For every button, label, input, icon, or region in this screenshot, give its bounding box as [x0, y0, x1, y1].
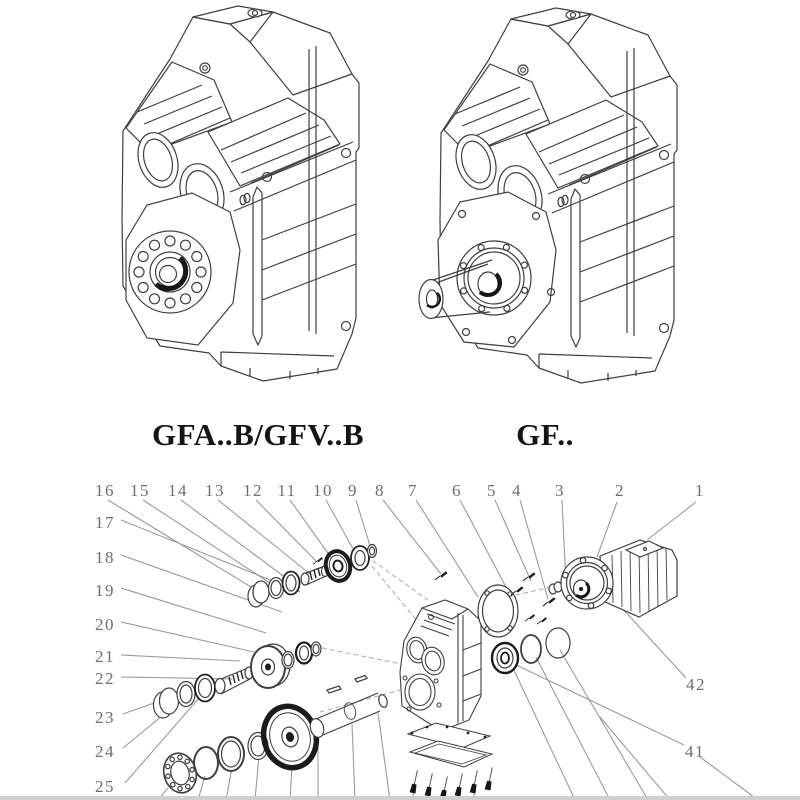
callout-4: 4	[512, 481, 522, 500]
callout-1: 1	[695, 481, 705, 500]
callout-18: 18	[95, 548, 115, 567]
callout-23: 23	[95, 708, 115, 727]
motor	[561, 540, 677, 617]
callout-6: 6	[452, 481, 462, 500]
callout-3: 3	[555, 481, 565, 500]
flange-gasket	[478, 585, 518, 637]
output-shaft	[316, 693, 380, 737]
callout-17: 17	[95, 513, 115, 532]
callout-15: 15	[130, 481, 150, 500]
callout-25: 25	[95, 777, 115, 796]
callout-20: 20	[95, 615, 115, 634]
model-label-gfab-gfv: GFA..B/GFV..B	[151, 417, 365, 452]
callout-7: 7	[408, 481, 418, 500]
shaft-key	[327, 686, 341, 693]
callout-16: 16	[95, 481, 115, 500]
callout-42: 42	[686, 675, 706, 694]
callout-12: 12	[243, 481, 263, 500]
callout-19: 19	[95, 581, 115, 600]
callout-13: 13	[205, 481, 225, 500]
model-label-gf: GF..	[516, 417, 574, 452]
exploded-view	[95, 481, 758, 800]
shaft-key	[355, 676, 367, 683]
callout-2: 2	[615, 481, 625, 500]
callout-10: 10	[313, 481, 333, 500]
callout-41: 41	[685, 742, 705, 761]
gear-housing	[400, 600, 481, 729]
callout-21: 21	[95, 647, 115, 666]
base-gasket-and-pan	[408, 723, 495, 799]
callout-14: 14	[168, 481, 188, 500]
callout-11: 11	[277, 481, 297, 500]
callout-8: 8	[375, 481, 385, 500]
callout-5: 5	[487, 481, 497, 500]
snap-ring	[194, 747, 218, 779]
callout-9: 9	[348, 481, 358, 500]
output-gear	[257, 700, 323, 773]
scan-edge-strip	[0, 796, 800, 800]
callout-24: 24	[95, 742, 115, 761]
top-illustrations	[122, 6, 677, 383]
input-shaft-assembly	[248, 545, 377, 608]
callout-22: 22	[95, 669, 115, 688]
